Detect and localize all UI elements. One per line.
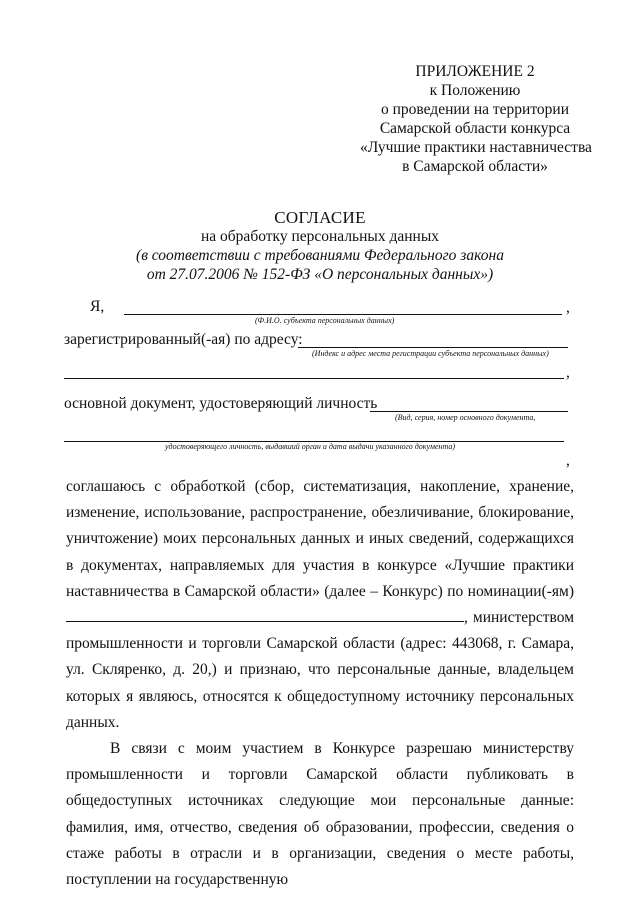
appendix-line: ПРИЛОЖЕНИЕ 2 <box>415 63 535 80</box>
document-field-line[interactable] <box>370 411 568 412</box>
legal-basis-line: (в соответствии с требованиями Федерального закона <box>136 247 504 264</box>
document-subtitle: на обработку персональных данных <box>201 228 439 245</box>
appendix-line: Самарской области конкурса <box>379 120 571 137</box>
comma: , <box>566 299 570 316</box>
registered-address-label: зарегистрированный(-ая) по адресу: <box>64 331 303 348</box>
address-field-line-2[interactable] <box>64 378 564 379</box>
appendix-header <box>360 62 590 176</box>
consent-paragraph <box>66 474 574 736</box>
document-field-hint: (Вид, серия, номер основного документа, <box>395 413 536 422</box>
consent-body <box>66 474 574 893</box>
document-title-block <box>60 208 580 284</box>
identity-document-label: основной документ, удостоверяющий личность <box>64 395 378 412</box>
nomination-field-line[interactable] <box>66 607 464 622</box>
address-field-line[interactable] <box>298 347 568 348</box>
consent-paragraph-text: соглашаюсь с обработкой (сбор, систематизация, накопление, хранение, изменение, использование, распространение, обезличивание, блокирование, уничтожение) моих персональных данных и иных сведений, содержащихся в документах, направляемых для участия в конкурсе «Лучшие практики наставничества в Самарской области» (далее – Конкурс) по номинации(-ям) <box>66 478 574 600</box>
comma: , <box>566 364 570 381</box>
publication-paragraph: В связи с моим участием в Конкурсе разрешаю министерству промышленности и торговли Самарской области публиковать в общедоступных источниках следующие мои персональные данные: фамилия, имя, отчество, сведения об образовании, профессии, сведения о стаже работы в отрасли и в организации, сведения о месте работы, поступлении на государственную <box>66 740 574 889</box>
address-field-hint: (Индекс и адрес места регистрации субъекта персональных данных) <box>312 349 549 358</box>
document-field-hint-2: удостоверяющего личность, выдавший орган и дата выдачи указанного документа) <box>165 442 456 451</box>
appendix-line: «Лучшие практики наставничества <box>360 139 592 156</box>
ministry-text: , министерством <box>464 609 574 627</box>
comma: , <box>566 452 570 469</box>
name-field-line[interactable] <box>124 314 562 315</box>
legal-basis-line: от 27.07.2006 № 152-ФЗ «О персональных данных») <box>146 266 494 283</box>
document-title: СОГЛАСИЕ <box>274 208 366 227</box>
appendix-line: о проведении на территории <box>380 101 569 118</box>
appendix-line: в Самарской области» <box>402 158 548 175</box>
consent-paragraph-text-end: промышленности и торговли Самарской области (адрес: 443068, г. Самара, ул. Скляренко, д. 20,) и признаю, что персональные данные, владельцем которых я являюсь, относятся к общедоступному источнику персональных данных. <box>66 635 574 731</box>
name-field-hint: (Ф.И.О. субъекта персональных данных) <box>255 316 395 325</box>
appendix-line: к Положению <box>429 82 521 99</box>
i-label: Я, <box>90 298 105 315</box>
